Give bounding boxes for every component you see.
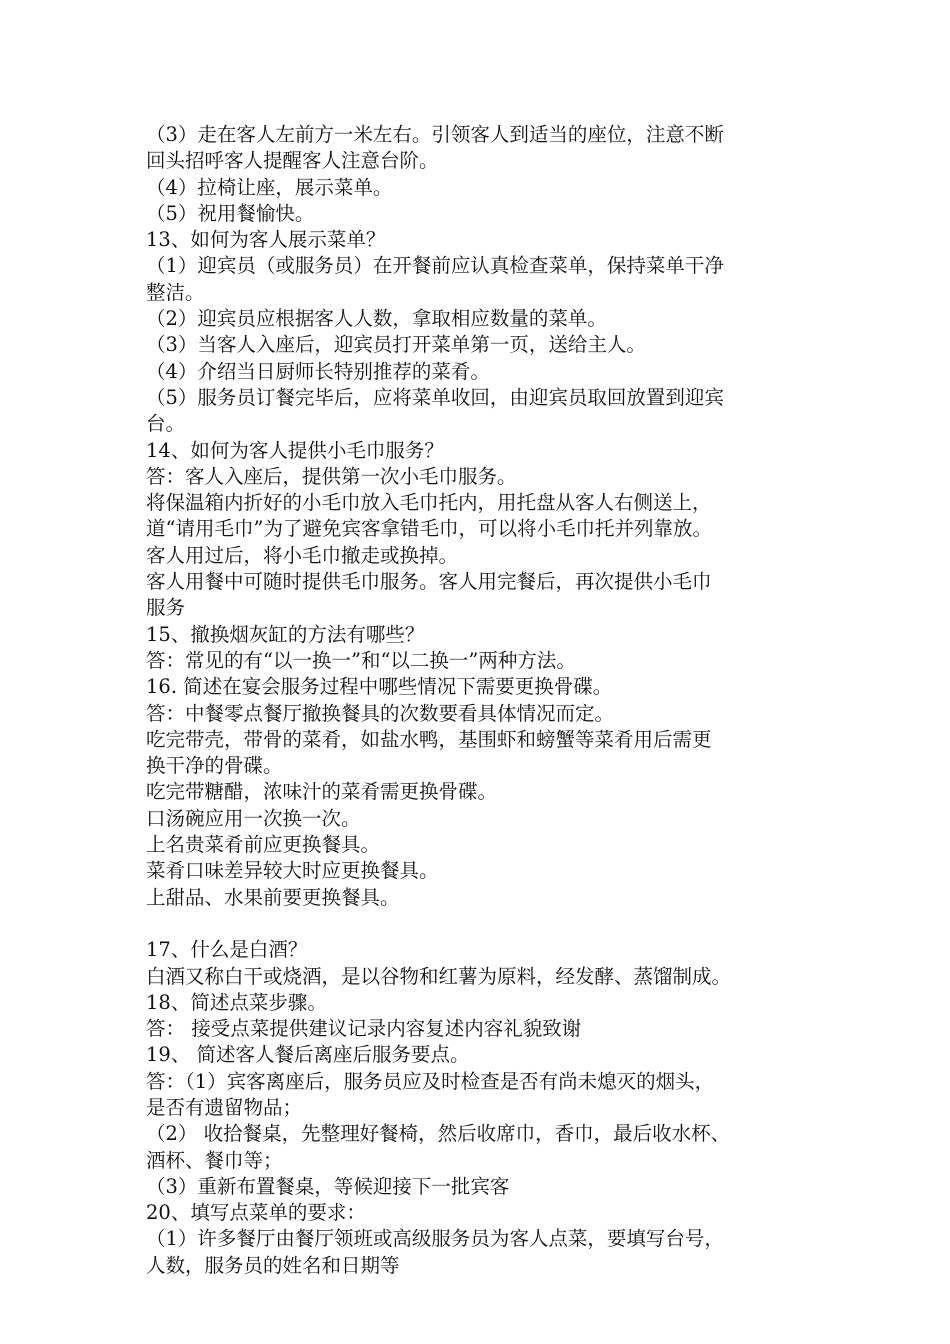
text-line: 答： 接受点菜提供建议记录内容复述内容礼貌致谢	[146, 1017, 582, 1041]
question-heading: 17、什么是白酒？	[146, 938, 308, 962]
text-line: （5）祝用餐愉快。	[146, 201, 315, 225]
document-body	[146, 122, 816, 1279]
text-line: 人数，服务员的姓名和日期等	[146, 1253, 400, 1277]
text-line: （4）介绍当日厨师长特别推荐的菜肴。	[146, 359, 490, 383]
question-heading: 19、 简述客人餐后离座后服务要点。	[146, 1043, 470, 1067]
text-line: 道“请用毛巾”为了避免宾客拿错毛巾，可以将小毛巾托并列靠放。	[146, 517, 712, 541]
text-line: 上名贵菜肴前应更换餐具。	[146, 833, 381, 857]
text-line: 吃完带糖醋，浓味汁的菜肴需更换骨碟。	[146, 780, 498, 804]
question-heading: 18、简述点菜步骤。	[146, 990, 327, 1014]
text-line: 吃完带壳，带骨的菜肴，如盐水鸭，基围虾和螃蟹等菜肴用后需更	[146, 727, 712, 751]
text-line: 答：（1）宾客离座后，服务员应及时检查是否有尚未熄灭的烟头，	[146, 1069, 715, 1093]
blank-line	[146, 911, 816, 937]
text-line: 将保温箱内折好的小毛巾放入毛巾托内，用托盘从客人右侧送上，	[146, 491, 712, 515]
text-line: 口汤碗应用一次换一次。	[146, 806, 361, 830]
text-line: （2） 收拾餐桌，先整理好餐椅，然后收席巾，香巾，最后收水杯、	[146, 1122, 731, 1146]
text-line: 菜肴口味差异较大时应更换餐具。	[146, 859, 439, 883]
text-line: （3）走在客人左前方一米左右。引领客人到适当的座位，注意不断	[146, 123, 724, 146]
question-heading: 15、撤换烟灰缸的方法有哪些？	[146, 622, 425, 646]
text-line: 答：客人入座后，提供第一次小毛巾服务。	[146, 464, 517, 488]
text-line: 换干净的骨碟。	[146, 754, 283, 778]
question-heading: 13、如何为客人展示菜单？	[146, 228, 386, 252]
text-line: 上甜品、水果前要更换餐具。	[146, 885, 400, 909]
text-line: 台。	[146, 412, 186, 436]
question-heading: 16. 简述在宴会服务过程中哪些情况下需要更换骨碟。	[146, 675, 613, 699]
text-line: 答：中餐零点餐厅撤换餐具的次数要看具体情况而定。	[146, 701, 615, 725]
text-line: （4）拉椅让座，展示菜单。	[146, 175, 393, 199]
question-heading: 20、填写点菜单的要求：	[146, 1201, 366, 1225]
text-line: 整洁。	[146, 280, 205, 304]
text-line: 回头招呼客人提醒客人注意台阶。	[146, 149, 439, 173]
text-line: 客人用过后，将小毛巾撤走或换掉。	[146, 543, 459, 567]
text-line: 客人用餐中可随时提供毛巾服务。客人用完餐后，再次提供小毛巾	[146, 570, 712, 594]
text-line: （1）迎宾员（或服务员）在开餐前应认真检查菜单，保持菜单干净	[146, 254, 724, 278]
text-line: （5）服务员订餐完毕后，应将菜单收回，由迎宾员取回放置到迎宾	[146, 385, 724, 409]
text-line: 是否有遗留物品；	[146, 1095, 303, 1119]
text-line: （3）重新布置餐桌，等候迎接下一批宾客	[146, 1174, 510, 1198]
text-line: 酒杯、餐巾等；	[146, 1148, 283, 1172]
text-line: 答：常见的有“以一换一”和“以二换一”两种方法。	[146, 648, 576, 672]
text-line: （1）许多餐厅由餐厅领班或高级服务员为客人点菜，要填写台号，	[146, 1227, 724, 1251]
question-heading: 14、如何为客人提供小毛巾服务？	[146, 438, 444, 462]
text-line: （3）当客人入座后，迎宾员打开菜单第一页，送给主人。	[146, 333, 646, 357]
text-line: （2）迎宾员应根据客人人数，拿取相应数量的菜单。	[146, 307, 607, 331]
text-line: 服务	[146, 596, 186, 620]
text-line: 白酒又称白干或烧酒，是以谷物和红薯为原料，经发酵、蒸馏制成。	[146, 964, 732, 988]
